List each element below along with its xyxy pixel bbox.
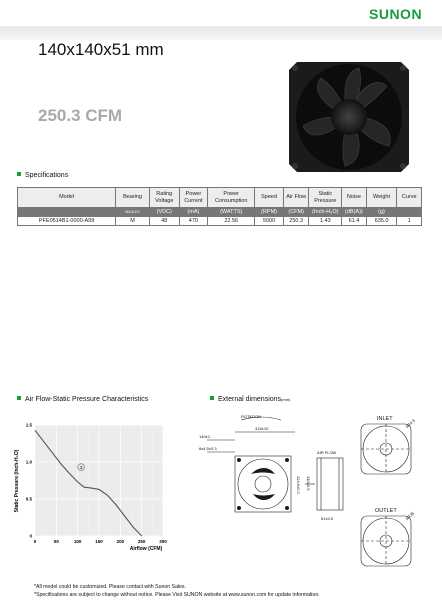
series-marker-label: 1: [79, 464, 83, 470]
x-tick-label: 100: [73, 539, 82, 544]
y-tick-label: 0: [29, 533, 32, 539]
unit-noise: (dB(A)): [342, 208, 367, 217]
unit-curve: [397, 208, 422, 217]
unit-weight: (g): [366, 208, 397, 217]
header-speed: Speed: [255, 188, 284, 208]
curve-section-title: Air Flow-Static Pressure Characteristics: [17, 396, 148, 403]
x-tick-label: 0: [33, 539, 37, 544]
green-square-icon: [17, 396, 21, 400]
rotation-label: ROTATION: [241, 414, 262, 419]
y-tick-label: 1.5: [25, 422, 32, 428]
unit-current: (mA): [179, 208, 208, 217]
cell-noise: 61.4: [342, 217, 367, 226]
green-square-icon: [210, 396, 214, 400]
header-weight: Weight: [366, 188, 397, 208]
x-tick-label: 150: [95, 539, 103, 544]
cell-voltage: 48: [149, 217, 179, 226]
dim-d4: 315±10: [255, 426, 269, 431]
unit-power: (WATTS): [208, 208, 255, 217]
x-tick-label: 250: [137, 539, 146, 544]
airflow-direction-label: AIR FLOW: [317, 450, 337, 455]
table-row: [18, 217, 422, 226]
y-tick-label: 1.0: [25, 459, 32, 465]
airflow-pressure-chart: [10, 415, 180, 560]
specifications-title: Specifications: [17, 172, 68, 179]
header-bearing: Bearing: [116, 188, 150, 208]
model-size-title: 140x140x51 mm: [38, 40, 164, 59]
header-model: Model: [18, 188, 116, 208]
dim-d1: 140±1: [199, 434, 211, 439]
cell-model: PFE0514B1-0000-A99: [18, 217, 116, 226]
dim-d2: 140±0.5: [306, 476, 311, 491]
cell-airflow: 250.3: [283, 217, 309, 226]
specifications-table: [17, 187, 422, 226]
x-tick-label: 200: [116, 539, 125, 544]
y-axis-label: Static Pressure (Inch-H₂O): [14, 449, 20, 513]
cell-weight: 635.0: [366, 217, 397, 226]
cell-curve: 1: [397, 217, 422, 226]
fan-front-view: [235, 456, 291, 512]
unit-bearing: MAGLEV: [116, 208, 150, 217]
header-curve: Curve: [397, 188, 422, 208]
y-tick-label: 0.5: [25, 496, 32, 502]
unit-pressure: (Inch-H₂O): [309, 208, 342, 217]
green-square-icon: [17, 172, 21, 176]
outlet-label: OUTLET: [375, 508, 397, 514]
header-voltage: Rating Voltage: [149, 188, 179, 208]
dimension-drawing: [195, 412, 435, 572]
airflow-headline: 250.3 CFM: [38, 106, 123, 125]
dimensions-section-title: External dimensions(mm): [210, 396, 290, 403]
footnote-line-1: *All model could be customized. Please contact with Sunon Sales.: [34, 584, 186, 590]
header-airflow: Air Flow: [283, 188, 309, 208]
dim-d3: 124.5±0.3: [296, 476, 301, 494]
unit-voltage: (VDC): [149, 208, 179, 217]
unit-speed: (RPM): [255, 208, 284, 217]
cell-power: 22.56: [208, 217, 255, 226]
fan-product-image: [287, 58, 411, 174]
dim-d5: 8x4.5±0.3: [199, 446, 217, 451]
inlet-label: INLET: [377, 416, 393, 422]
x-tick-label: 50: [53, 539, 59, 544]
footnote-line-2: *Specifications are subject to change without notice. Please Visit SUNON website at www.sunon.com for update information.: [34, 591, 320, 598]
dia-label-inlet: Ø14.5: [404, 417, 416, 429]
header-power: Power Consumption: [208, 188, 255, 208]
unit-airflow: (CFM): [283, 208, 309, 217]
x-axis-label: Airflow (CFM): [129, 546, 163, 552]
x-tick-label: 300: [159, 539, 167, 544]
curve-marker: [78, 464, 85, 471]
cell-speed: 5000: [255, 217, 284, 226]
header-band: [0, 26, 442, 40]
header-current: Power Current: [179, 188, 208, 208]
dim-d6: 51±0.5: [321, 516, 334, 521]
dia-label-outlet: Ø135: [404, 510, 416, 521]
header-noise: Noise: [342, 188, 367, 208]
cell-pressure: 1.43: [309, 217, 342, 226]
brand-logo: SUNON: [369, 6, 423, 22]
footnote: [34, 584, 320, 599]
cell-bearing: M: [116, 217, 150, 226]
unit-model: [18, 208, 116, 217]
header-pressure: Static Pressure: [309, 188, 342, 208]
cell-current: 470: [179, 217, 208, 226]
